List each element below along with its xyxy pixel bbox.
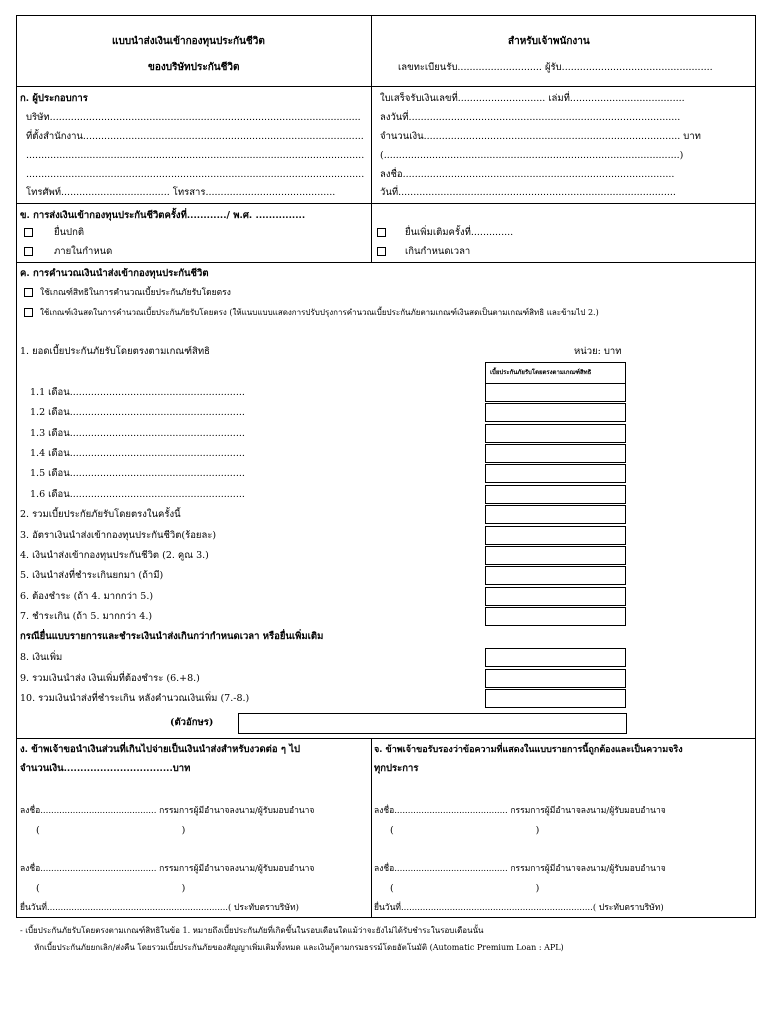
- item-8-label: 8. เงินเพิ่ม: [20, 652, 63, 663]
- item-6-label: 6. ต้องชำระ (ถ้า 4. มากกว่า 5.): [20, 591, 154, 602]
- item-7-label: 7. ชำระเกิน (ถ้า 5. มากกว่า 4.): [20, 611, 153, 622]
- month-5-amount[interactable]: [485, 464, 626, 483]
- overdue-checkbox[interactable]: [377, 247, 386, 256]
- normal-filing-label: ยื่นปกติ: [54, 227, 85, 238]
- section-e-filed-date[interactable]: ยื่นวันที่.......................................................................( ประทับตราบริษัท): [374, 903, 664, 913]
- section-e-title-line2: ทุกประการ: [374, 763, 419, 774]
- cash-basis-checkbox[interactable]: [24, 308, 33, 317]
- section-d-signature-1[interactable]: ลงชื่อ........................................... กรรมการผู้มีอำนาจลงนาม/ผู้รับมอบอำนาจ: [20, 806, 315, 816]
- section-d-filed-date[interactable]: ยื่นวันที่...................................................................( ประทับตราบริษัท): [20, 903, 299, 913]
- address-line-field[interactable]: ................................................................................................................: [26, 169, 365, 180]
- office-address-field[interactable]: ที่ตั้งสำนักงาน.............................................................................................: [26, 131, 364, 142]
- section-e-name-1[interactable]: ( ): [390, 825, 540, 836]
- form-title-line2: ของบริษัทประกันชีวิต: [148, 62, 240, 73]
- month-3-label: 1.3 เดือน..........................................................: [30, 428, 245, 439]
- item-9-amount[interactable]: [485, 669, 626, 688]
- additional-filing-label: ยื่นเพิ่มเติมครั้งที่..............: [405, 227, 514, 238]
- divider: [16, 262, 756, 263]
- section-e-signature-1[interactable]: ลงชื่อ.......................................... กรรมการผู้มีอำนาจลงนาม/ผู้รับมอบอำนาจ: [374, 806, 666, 816]
- section-e-signature-2[interactable]: ลงชื่อ.......................................... กรรมการผู้มีอำนาจลงนาม/ผู้รับมอบอำนาจ: [374, 864, 666, 874]
- receipt-number-field[interactable]: ใบเสร็จรับเงินเลขที่............................. เล่มที่......................................: [380, 93, 685, 104]
- receipt-date-field[interactable]: ลงวันที่..........................................................................................: [380, 112, 681, 123]
- item-9-label: 9. รวมเงินนำส่ง เงินเพิ่มที่ต้องชำระ (6.+8.): [20, 673, 200, 684]
- cash-basis-label: ใช้เกณฑ์เงินสดในการคำนวณเบี้ยประกันภัยรับโดยตรง (ให้แนบแบบแสดงการปรับปรุงการคำนวณเบี้ยประกันภัยตามเกณฑ์เงินสดเป็นตามเกณฑ์สิทธิ และข้ามไป 2.): [40, 308, 599, 317]
- footnote-line2: หักเบี้ยประกันภัยยกเลิก/ส่งคืน โดยรวมเบี้ยประกันภัยของสัญญาเพิ่มเติมทั้งหมด และเงินกู้ตามกรมธรรม์โดยอัตโนมัติ (Automatic Premium Loan : APL): [34, 943, 564, 952]
- section-d-amount-field[interactable]: จำนวนเงิน.................................บาท: [20, 763, 191, 774]
- item-6-amount[interactable]: [485, 587, 626, 606]
- overdue-label: เกินกำหนดเวลา: [405, 246, 471, 257]
- item-3-label: 3. อัตราเงินนำส่งเข้ากองทุนประกันชีวิต(ร้อยละ): [20, 530, 217, 541]
- additional-filing-checkbox[interactable]: [377, 228, 386, 237]
- amount-in-words-label: (ตัวอักษร): [170, 717, 214, 728]
- item-8-amount[interactable]: [485, 648, 626, 667]
- section-b-title: ข. การส่งเงินเข้ากองทุนประกันชีวิตครั้งที่............/ พ.ศ. ...............: [20, 210, 306, 221]
- receipt-amount-field[interactable]: จำนวนเงิน..................................................................................... บาท: [380, 131, 701, 142]
- divider: [16, 203, 756, 204]
- item-3-amount[interactable]: [485, 526, 626, 545]
- item-5-amount[interactable]: [485, 566, 626, 585]
- item-10-amount[interactable]: [485, 689, 626, 708]
- phone-fax-field[interactable]: โทรศัพท์.................................... โทรสาร...........................................: [26, 187, 336, 198]
- section-e-title-line1: จ. ข้าพเจ้าขอรับรองว่าข้อความที่แสดงในแบบรายการนี้ถูกต้องและเป็นความจริง: [374, 745, 683, 755]
- receipt-amount-words-field[interactable]: (..................................................................................................): [380, 150, 684, 161]
- month-6-amount[interactable]: [485, 485, 626, 504]
- within-deadline-label: ภายในกำหนด: [54, 246, 113, 257]
- section-d-title-line1: ง. ข้าพเจ้าขอนำเงินส่วนที่เกินไปจ่ายเป็นเงินนำส่งสำหรับงวดต่อ ๆ ไป: [20, 744, 301, 755]
- form-title-line1: แบบนำส่งเงินเข้ากองทุนประกันชีวิต: [112, 36, 265, 47]
- normal-filing-checkbox[interactable]: [24, 228, 33, 237]
- month-1-label: 1.1 เดือน..........................................................: [30, 387, 245, 398]
- month-2-label: 1.2 เดือน..........................................................: [30, 407, 245, 418]
- section-c-title: ค. การคำนวณเงินนำส่งเข้ากองทุนประกันชีวิต: [20, 268, 209, 279]
- section-d-signature-2[interactable]: ลงชื่อ........................................... กรรมการผู้มีอำนาจลงนาม/ผู้รับมอบอำนาจ: [20, 864, 315, 874]
- item-5-label: 5. เงินนำส่งที่ชำระเกินยกมา (ถ้ามี): [20, 570, 164, 581]
- late-filing-title: กรณียื่นแบบรายการและชำระเงินนำส่งเกินกว่ากำหนดเวลา หรือยื่นเพิ่มเติม: [20, 631, 324, 642]
- address-line-field[interactable]: ................................................................................................................: [26, 150, 365, 161]
- within-deadline-checkbox[interactable]: [24, 247, 33, 256]
- column-divider: [371, 738, 372, 918]
- section-d-name-2[interactable]: ( ): [36, 883, 186, 894]
- month-4-label: 1.4 เดือน..........................................................: [30, 448, 245, 459]
- unit-label: หน่วย: บาท: [574, 346, 622, 357]
- column-header: เบี้ยประกันภัยรับโดยตรงตามเกณฑ์สิทธิ: [490, 369, 592, 376]
- month-3-amount[interactable]: [485, 424, 626, 443]
- item-10-label: 10. รวมเงินนำส่งที่ชำระเกิน หลังคำนวณเงินเพิ่ม (7.-8.): [20, 693, 250, 704]
- month-5-label: 1.5 เดือน..........................................................: [30, 468, 245, 479]
- item-1-label: 1. ยอดเบี้ยประกันภัยรับโดยตรงตามเกณฑ์สิทธิ: [20, 346, 210, 357]
- footnote-line1: - เบี้ยประกันภัยรับโดยตรงตามเกณฑ์สิทธิในข้อ 1. หมายถึงเบี้ยประกันภัยที่เกิดขึ้นในรอบเดือนใดแม้ว่าจะยังไม่ได้รับชำระในรอบเดือนนั้น: [20, 926, 484, 935]
- section-d-name-1[interactable]: ( ): [36, 825, 186, 836]
- company-field[interactable]: บริษัท.......................................................................................................: [26, 112, 361, 123]
- section-e-name-2[interactable]: ( ): [390, 883, 540, 894]
- staff-section-title: สำหรับเจ้าพนักงาน: [508, 36, 590, 47]
- section-a-title: ก. ผู้ประกอบการ: [20, 93, 88, 104]
- column-divider: [371, 15, 372, 263]
- item-2-amount[interactable]: [485, 505, 626, 524]
- month-2-amount[interactable]: [485, 403, 626, 422]
- item-7-amount[interactable]: [485, 607, 626, 626]
- divider: [16, 738, 756, 739]
- receipt-signature-field[interactable]: ลงชื่อ..........................................................................................: [380, 169, 675, 180]
- accrual-basis-label: ใช้เกณฑ์สิทธิในการคำนวณเบี้ยประกันภัยรับโดยตรง: [40, 288, 231, 298]
- receipt-day-field[interactable]: วันที่............................................................................................: [380, 187, 676, 198]
- amount-in-words-field[interactable]: [238, 713, 627, 734]
- accrual-basis-checkbox[interactable]: [24, 288, 33, 297]
- month-6-label: 1.6 เดือน..........................................................: [30, 489, 245, 500]
- item-4-amount[interactable]: [485, 546, 626, 565]
- item-4-label: 4. เงินนำส่งเข้ากองทุนประกันชีวิต (2. คูณ 3.): [20, 550, 209, 561]
- month-1-amount[interactable]: [485, 383, 626, 402]
- item-2-label: 2. รวมเบี้ยประกัยภัยรับโดยตรงในครั้งนี้: [20, 509, 181, 520]
- month-4-amount[interactable]: [485, 444, 626, 463]
- divider: [16, 86, 756, 87]
- staff-registration-field[interactable]: เลขทะเบียนรับ............................ ผู้รับ..................................................: [398, 62, 713, 73]
